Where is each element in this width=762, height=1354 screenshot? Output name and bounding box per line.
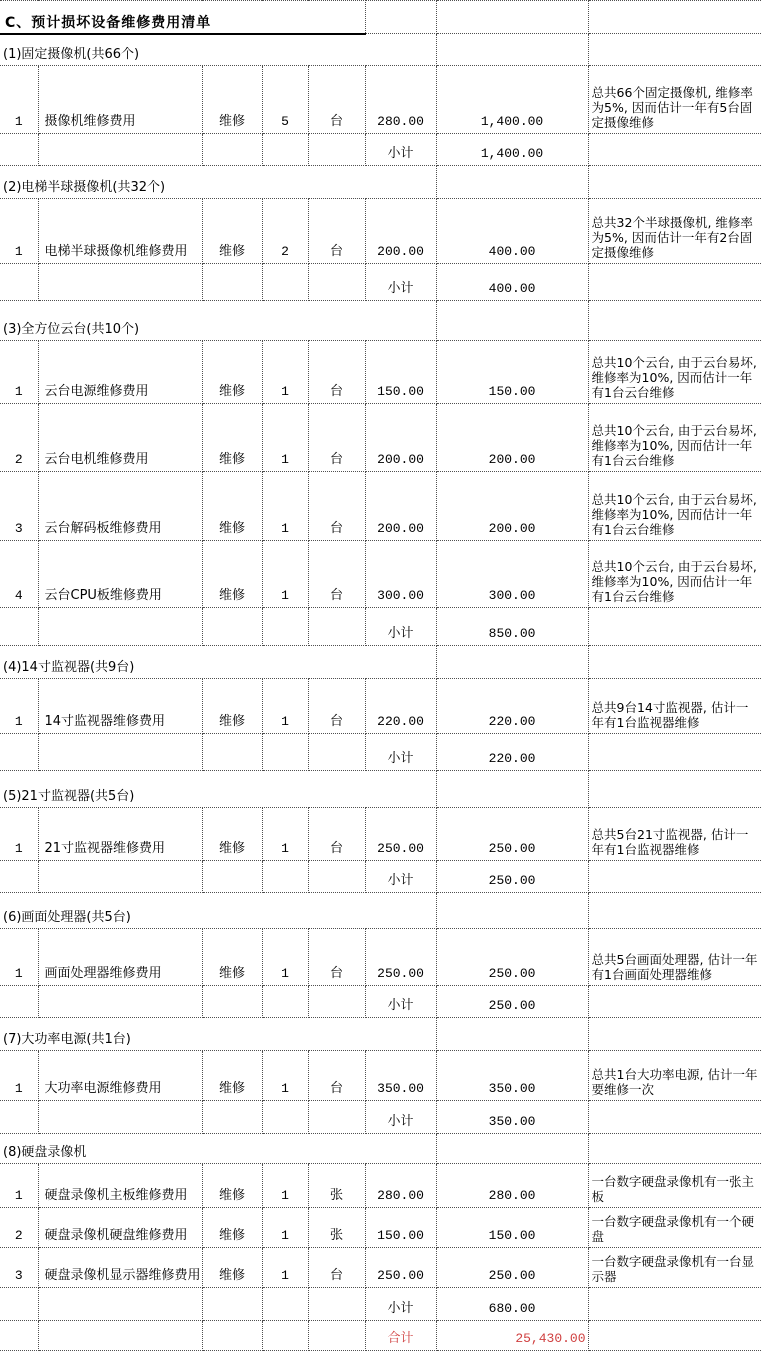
table-row <box>0 1248 762 1288</box>
type-cell: 维修 <box>202 1051 262 1101</box>
qty-cell: 1 <box>262 808 308 861</box>
seq-cell: 2 <box>0 1208 38 1248</box>
note-cell: 总共10个云台, 由于云台易坏, 维修率为10%, 因而估计一年有1台云台维修 <box>588 541 762 608</box>
subtotal-row <box>0 734 762 771</box>
item-cell: 硬盘录像机主板维修费用 <box>38 1164 202 1208</box>
amount-cell: 200.00 <box>436 472 588 541</box>
subtotal-row-empty-cell <box>0 608 38 646</box>
type-cell: 维修 <box>202 341 262 404</box>
subtotal-row <box>0 134 762 166</box>
qty-cell: 1 <box>262 541 308 608</box>
section-header-row-empty-cell <box>436 771 588 808</box>
amount-cell: 250.00 <box>436 929 588 986</box>
subtotal-label: 小计 <box>365 1101 436 1134</box>
unit-price-cell: 350.00 <box>365 1051 436 1101</box>
section-header-row-empty-cell <box>588 1018 762 1051</box>
qty-cell: 5 <box>262 66 308 134</box>
subtotal-row-empty-cell <box>588 861 762 893</box>
subtotal-label: 小计 <box>365 861 436 893</box>
item-cell: 云台电机维修费用 <box>38 404 202 472</box>
unit-cell: 台 <box>308 66 365 134</box>
seq-cell: 3 <box>0 1248 38 1288</box>
type-cell: 维修 <box>202 541 262 608</box>
unit-price-cell: 200.00 <box>365 472 436 541</box>
subtotal-row-empty-cell <box>38 861 202 893</box>
amount-cell: 350.00 <box>436 1051 588 1101</box>
section-header-row-empty-cell <box>436 301 588 341</box>
subtotal-row-empty-cell <box>308 734 365 771</box>
amount-cell: 300.00 <box>436 541 588 608</box>
amount-cell: 150.00 <box>436 1208 588 1248</box>
note-cell: 一台数字硬盘录像机有一台显示器 <box>588 1248 762 1288</box>
unit-cell: 张 <box>308 1208 365 1248</box>
unit-price-cell: 250.00 <box>365 929 436 986</box>
section-header-row-empty-cell <box>588 301 762 341</box>
subtotal-value: 220.00 <box>436 734 588 771</box>
unit-price-cell: 250.00 <box>365 808 436 861</box>
table-row <box>0 1208 762 1248</box>
subtotal-value: 350.00 <box>436 1101 588 1134</box>
qty-cell: 1 <box>262 1051 308 1101</box>
subtotal-row-empty-cell <box>588 734 762 771</box>
seq-cell: 1 <box>0 199 38 264</box>
unit-cell: 张 <box>308 1164 365 1208</box>
grand-total-row-empty-cell <box>0 1321 38 1351</box>
section-header: (4)14寸监视器(共9台) <box>0 646 436 679</box>
item-cell: 电梯半球摄像机维修费用 <box>38 199 202 264</box>
sheet-title: C、预计损坏设备维修费用清单 <box>0 1 365 34</box>
item-cell: 21寸监视器维修费用 <box>38 808 202 861</box>
subtotal-row-empty-cell <box>202 734 262 771</box>
subtotal-row-empty-cell <box>0 1101 38 1134</box>
subtotal-row-empty-cell <box>38 264 202 301</box>
table-row <box>0 808 762 861</box>
item-cell: 14寸监视器维修费用 <box>38 679 202 734</box>
title-row-empty-cell <box>436 1 588 34</box>
type-cell: 维修 <box>202 929 262 986</box>
subtotal-label: 小计 <box>365 1288 436 1321</box>
amount-cell: 250.00 <box>436 1248 588 1288</box>
section-header: (8)硬盘录像机 <box>0 1134 436 1164</box>
subtotal-row-empty-cell <box>308 264 365 301</box>
item-cell: 画面处理器维修费用 <box>38 929 202 986</box>
section-header-row-empty-cell <box>436 34 588 66</box>
bottom-spacer-cell <box>0 1351 762 1354</box>
unit-price-cell: 300.00 <box>365 541 436 608</box>
qty-cell: 2 <box>262 199 308 264</box>
table-row <box>0 1164 762 1208</box>
bottom-spacer-row <box>0 1351 762 1354</box>
qty-cell: 1 <box>262 472 308 541</box>
note-cell: 总共10个云台, 由于云台易坏, 维修率为10%, 因而估计一年有1台云台维修 <box>588 341 762 404</box>
subtotal-row-empty-cell <box>38 134 202 166</box>
type-cell: 维修 <box>202 679 262 734</box>
section-header-row <box>0 1018 762 1051</box>
seq-cell: 1 <box>0 341 38 404</box>
note-cell: 总共66个固定摄像机, 维修率为5%, 因而估计一年有5台固定摄像维修 <box>588 66 762 134</box>
subtotal-row-empty-cell <box>38 608 202 646</box>
subtotal-row-empty-cell <box>588 134 762 166</box>
subtotal-row-empty-cell <box>202 264 262 301</box>
seq-cell: 1 <box>0 1164 38 1208</box>
seq-cell: 3 <box>0 472 38 541</box>
subtotal-row-empty-cell <box>588 608 762 646</box>
item-cell: 大功率电源维修费用 <box>38 1051 202 1101</box>
section-header: (5)21寸监视器(共5台) <box>0 771 436 808</box>
grand-total-label: 合计 <box>365 1321 436 1351</box>
type-cell: 维修 <box>202 66 262 134</box>
subtotal-row-empty-cell <box>308 1101 365 1134</box>
qty-cell: 1 <box>262 341 308 404</box>
section-header-row-empty-cell <box>436 893 588 929</box>
note-cell: 总共9台14寸监视器, 估计一年有1台监视器维修 <box>588 679 762 734</box>
subtotal-value: 850.00 <box>436 608 588 646</box>
type-cell: 维修 <box>202 1248 262 1288</box>
unit-cell: 台 <box>308 679 365 734</box>
subtotal-row-empty-cell <box>262 1288 308 1321</box>
grand-total-row <box>0 1321 762 1351</box>
note-cell: 总共5台画面处理器, 估计一年有1台画面处理器维修 <box>588 929 762 986</box>
subtotal-row-empty-cell <box>202 1288 262 1321</box>
note-cell: 总共10个云台, 由于云台易坏, 维修率为10%, 因而估计一年有1台云台维修 <box>588 472 762 541</box>
section-header-row-empty-cell <box>588 893 762 929</box>
unit-price-cell: 150.00 <box>365 1208 436 1248</box>
subtotal-row-empty-cell <box>588 1101 762 1134</box>
subtotal-value: 250.00 <box>436 861 588 893</box>
unit-cell: 台 <box>308 541 365 608</box>
subtotal-label: 小计 <box>365 608 436 646</box>
section-header: (3)全方位云台(共10个) <box>0 301 436 341</box>
subtotal-row-empty-cell <box>262 134 308 166</box>
subtotal-row-empty-cell <box>262 608 308 646</box>
unit-price-cell: 220.00 <box>365 679 436 734</box>
type-cell: 维修 <box>202 1208 262 1248</box>
title-row <box>0 1 762 34</box>
section-header-row-empty-cell <box>436 646 588 679</box>
subtotal-row-empty-cell <box>262 861 308 893</box>
item-cell: 硬盘录像机硬盘维修费用 <box>38 1208 202 1248</box>
subtotal-row-empty-cell <box>202 1101 262 1134</box>
item-cell: 云台电源维修费用 <box>38 341 202 404</box>
qty-cell: 1 <box>262 929 308 986</box>
type-cell: 维修 <box>202 808 262 861</box>
unit-cell: 台 <box>308 341 365 404</box>
amount-cell: 1,400.00 <box>436 66 588 134</box>
section-header-row-empty-cell <box>436 1018 588 1051</box>
unit-cell: 台 <box>308 199 365 264</box>
unit-price-cell: 250.00 <box>365 1248 436 1288</box>
subtotal-row-empty-cell <box>38 986 202 1018</box>
subtotal-row-empty-cell <box>202 986 262 1018</box>
section-header: (2)电梯半球摄像机(共32个) <box>0 166 436 199</box>
section-header-row <box>0 166 762 199</box>
subtotal-row-empty-cell <box>0 1288 38 1321</box>
subtotal-row-empty-cell <box>0 734 38 771</box>
note-cell: 总共1台大功率电源, 估计一年要维修一次 <box>588 1051 762 1101</box>
item-cell: 云台CPU板维修费用 <box>38 541 202 608</box>
subtotal-row-empty-cell <box>262 264 308 301</box>
unit-cell: 台 <box>308 929 365 986</box>
amount-cell: 150.00 <box>436 341 588 404</box>
unit-cell: 台 <box>308 472 365 541</box>
section-header-row-empty-cell <box>588 166 762 199</box>
subtotal-row-empty-cell <box>308 134 365 166</box>
amount-cell: 220.00 <box>436 679 588 734</box>
subtotal-label: 小计 <box>365 264 436 301</box>
qty-cell: 1 <box>262 1208 308 1248</box>
section-header-row-empty-cell <box>436 166 588 199</box>
section-header: (7)大功率电源(共1台) <box>0 1018 436 1051</box>
note-cell: 总共32个半球摄像机, 维修率为5%, 因而估计一年有2台固定摄像维修 <box>588 199 762 264</box>
table-row <box>0 472 762 541</box>
unit-price-cell: 200.00 <box>365 404 436 472</box>
grand-total-value: 25,430.00 <box>436 1321 588 1351</box>
seq-cell: 2 <box>0 404 38 472</box>
qty-cell: 1 <box>262 404 308 472</box>
unit-cell: 台 <box>308 404 365 472</box>
subtotal-row <box>0 608 762 646</box>
subtotal-row-empty-cell <box>308 861 365 893</box>
grand-total-row-empty-cell <box>202 1321 262 1351</box>
unit-cell: 台 <box>308 808 365 861</box>
table-row <box>0 66 762 134</box>
section-header: (6)画面处理器(共5台) <box>0 893 436 929</box>
subtotal-row-empty-cell <box>588 1288 762 1321</box>
subtotal-row-empty-cell <box>588 986 762 1018</box>
subtotal-row <box>0 1288 762 1321</box>
type-cell: 维修 <box>202 1164 262 1208</box>
amount-cell: 200.00 <box>436 404 588 472</box>
subtotal-row-empty-cell <box>38 1101 202 1134</box>
section-header-row-empty-cell <box>588 34 762 66</box>
title-row-empty-cell <box>365 1 436 34</box>
section-header: (1)固定摄像机(共66个) <box>0 34 436 66</box>
section-header-row <box>0 1134 762 1164</box>
amount-cell: 400.00 <box>436 199 588 264</box>
section-header-row-empty-cell <box>588 771 762 808</box>
note-cell: 一台数字硬盘录像机有一张主板 <box>588 1164 762 1208</box>
table-row <box>0 541 762 608</box>
subtotal-value: 400.00 <box>436 264 588 301</box>
table-row <box>0 341 762 404</box>
section-header-row-empty-cell <box>588 1134 762 1164</box>
subtotal-row <box>0 264 762 301</box>
seq-cell: 1 <box>0 66 38 134</box>
section-header-row <box>0 771 762 808</box>
subtotal-row-empty-cell <box>308 1288 365 1321</box>
section-header-row <box>0 646 762 679</box>
subtotal-row-empty-cell <box>588 264 762 301</box>
qty-cell: 1 <box>262 679 308 734</box>
qty-cell: 1 <box>262 1248 308 1288</box>
item-cell: 摄像机维修费用 <box>38 66 202 134</box>
seq-cell: 1 <box>0 808 38 861</box>
subtotal-row-empty-cell <box>38 734 202 771</box>
subtotal-row-empty-cell <box>0 134 38 166</box>
subtotal-row-empty-cell <box>308 608 365 646</box>
item-cell: 云台解码板维修费用 <box>38 472 202 541</box>
subtotal-row <box>0 986 762 1018</box>
subtotal-row-empty-cell <box>202 608 262 646</box>
seq-cell: 1 <box>0 929 38 986</box>
seq-cell: 4 <box>0 541 38 608</box>
subtotal-row-empty-cell <box>308 986 365 1018</box>
subtotal-row-empty-cell <box>0 264 38 301</box>
section-header-row-empty-cell <box>588 646 762 679</box>
subtotal-label: 小计 <box>365 734 436 771</box>
section-header-row-empty-cell <box>436 1134 588 1164</box>
subtotal-row-empty-cell <box>0 986 38 1018</box>
section-header-row <box>0 893 762 929</box>
grand-total-row-empty-cell <box>308 1321 365 1351</box>
table-row <box>0 1051 762 1101</box>
note-cell: 一台数字硬盘录像机有一个硬盘 <box>588 1208 762 1248</box>
table-row <box>0 199 762 264</box>
table-row <box>0 404 762 472</box>
grand-total-row-empty-cell <box>38 1321 202 1351</box>
subtotal-row-empty-cell <box>262 986 308 1018</box>
subtotal-label: 小计 <box>365 134 436 166</box>
subtotal-row-empty-cell <box>0 861 38 893</box>
table-row <box>0 929 762 986</box>
subtotal-label: 小计 <box>365 986 436 1018</box>
subtotal-row-empty-cell <box>38 1288 202 1321</box>
subtotal-row-empty-cell <box>202 861 262 893</box>
seq-cell: 1 <box>0 679 38 734</box>
note-cell: 总共10个云台, 由于云台易坏, 维修率为10%, 因而估计一年有1台云台维修 <box>588 404 762 472</box>
subtotal-row-empty-cell <box>262 734 308 771</box>
subtotal-value: 250.00 <box>436 986 588 1018</box>
unit-price-cell: 200.00 <box>365 199 436 264</box>
amount-cell: 250.00 <box>436 808 588 861</box>
unit-price-cell: 280.00 <box>365 1164 436 1208</box>
section-header-row <box>0 301 762 341</box>
subtotal-row-empty-cell <box>202 134 262 166</box>
unit-price-cell: 150.00 <box>365 341 436 404</box>
table-row <box>0 679 762 734</box>
subtotal-row <box>0 1101 762 1134</box>
item-cell: 硬盘录像机显示器维修费用 <box>38 1248 202 1288</box>
qty-cell: 1 <box>262 1164 308 1208</box>
subtotal-value: 680.00 <box>436 1288 588 1321</box>
title-row-empty-cell <box>588 1 762 34</box>
seq-cell: 1 <box>0 1051 38 1101</box>
unit-price-cell: 280.00 <box>365 66 436 134</box>
unit-cell: 台 <box>308 1248 365 1288</box>
subtotal-value: 1,400.00 <box>436 134 588 166</box>
note-cell: 总共5台21寸监视器, 估计一年有1台监视器维修 <box>588 808 762 861</box>
amount-cell: 280.00 <box>436 1164 588 1208</box>
type-cell: 维修 <box>202 199 262 264</box>
section-header-row <box>0 34 762 66</box>
type-cell: 维修 <box>202 404 262 472</box>
type-cell: 维修 <box>202 472 262 541</box>
subtotal-row-empty-cell <box>262 1101 308 1134</box>
subtotal-row <box>0 861 762 893</box>
unit-cell: 台 <box>308 1051 365 1101</box>
grand-total-row-empty-cell <box>262 1321 308 1351</box>
grand-total-row-empty-cell <box>588 1321 762 1351</box>
